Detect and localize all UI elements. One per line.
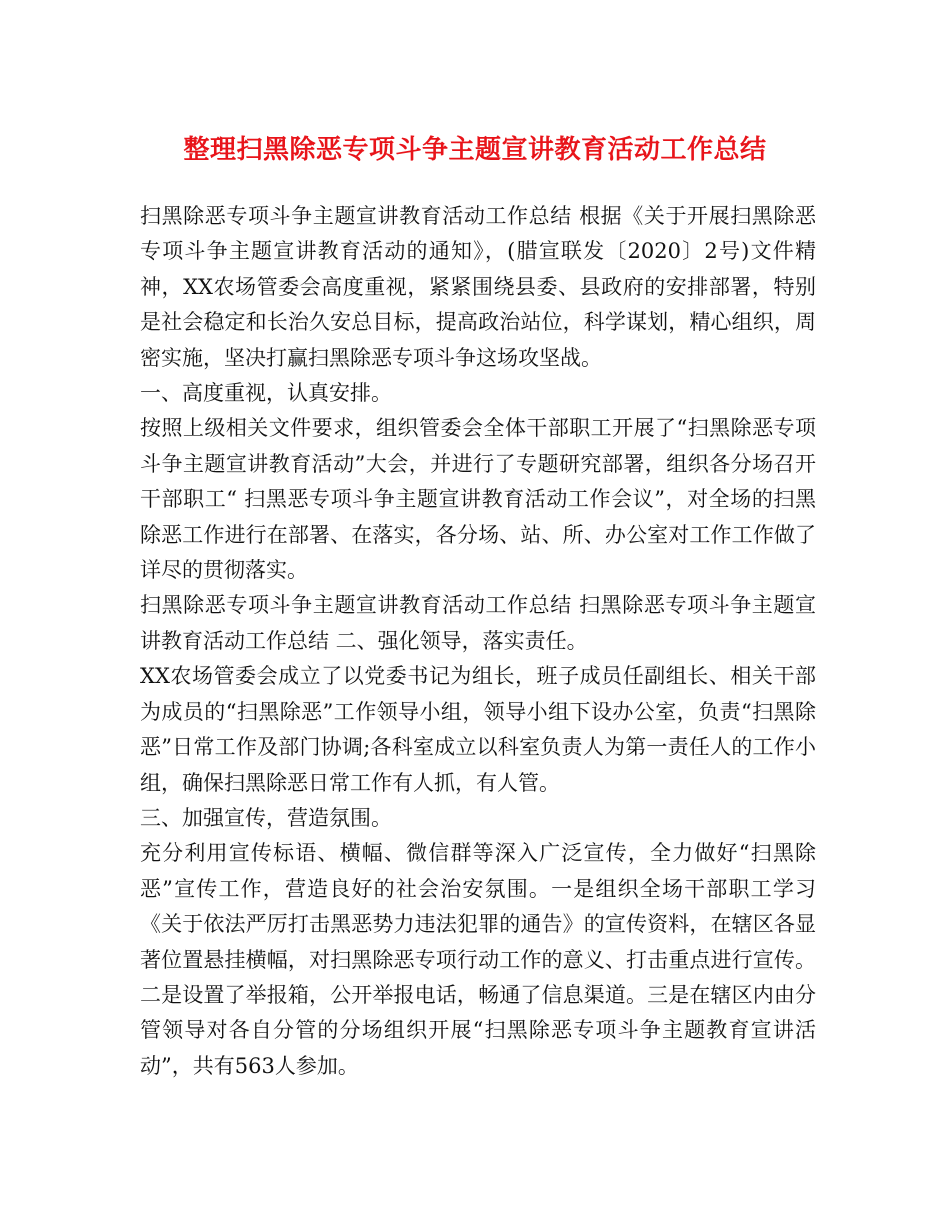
document-body xyxy=(140,199,816,1084)
section-heading-1: 一、高度重视，认真安排。 xyxy=(140,381,392,406)
paragraph-section-1: 按照上级相关文件要求，组织管委会全体干部职工开展了“扫黑除恶专项斗争主题宣讲教育活动”大会，并进行了专题研究部署，组织各分场召开干部职工“ 扫黑恶专项斗争主题宣讲教育活动工作会议”，对全场的扫黑除恶工作进行在部署、在落实，各分场、站、所、办公室对工作工作做了详尽的贯彻落实。 xyxy=(140,416,816,583)
paragraph-repeated-title-section-2: 扫黑除恶专项斗争主题宣讲教育活动工作总结 扫黑除恶专项斗争主题宣讲教育活动工作总结 二、强化领导，落实责任。 xyxy=(140,593,816,653)
paragraph-section-2: XX农场管委会成立了以党委书记为组长，班子成员任副组长、相关干部为成员的“扫黑除恶”工作领导小组，领导小组下设办公室，负责“扫黑除恶”日常工作及部门协调;各科室成立以科室负责人为第一责任人的工作小组，确保扫黑除恶日常工作有人抓，有人管。 xyxy=(140,664,816,795)
paragraph-section-3: 充分利用宣传标语、横幅、微信群等深入广泛宣传，全力做好“扫黑除恶”宣传工作，营造良好的社会治安氛围。一是组织全场干部职工学习《关于依法严厉打击黑恶势力违法犯罪的通告》的宣传资料，在辖区各显著位置悬挂横幅，对扫黑除恶专项行动工作的意义、打击重点进行宣传。二是设置了举报箱，公开举报电话，畅通了信息渠道。三是在辖区内由分管领导对各自分管的分场组织开展“扫黑除恶专项斗争主题教育宣讲活动”，共有563人参加。 xyxy=(140,841,816,1078)
document-title: 整理扫黑除恶专项斗争主题宣讲教育活动工作总结 xyxy=(183,135,767,165)
paragraph-intro: 扫黑除恶专项斗争主题宣讲教育活动工作总结 根据《关于开展扫黑除恶专项斗争主题宣讲教育活动的通知》，(腊宣联发〔2020〕2号)文件精神，XX农场管委会高度重视，紧紧围绕县委、县政府的安排部署，特别是社会稳定和长治久安总目标，提高政治站位，科学谋划，精心组织，周密实施，坚决打赢扫黑除恶专项斗争这场攻坚战。 xyxy=(140,204,816,370)
section-heading-3: 三、加强宣传，营造氛围。 xyxy=(140,805,392,830)
